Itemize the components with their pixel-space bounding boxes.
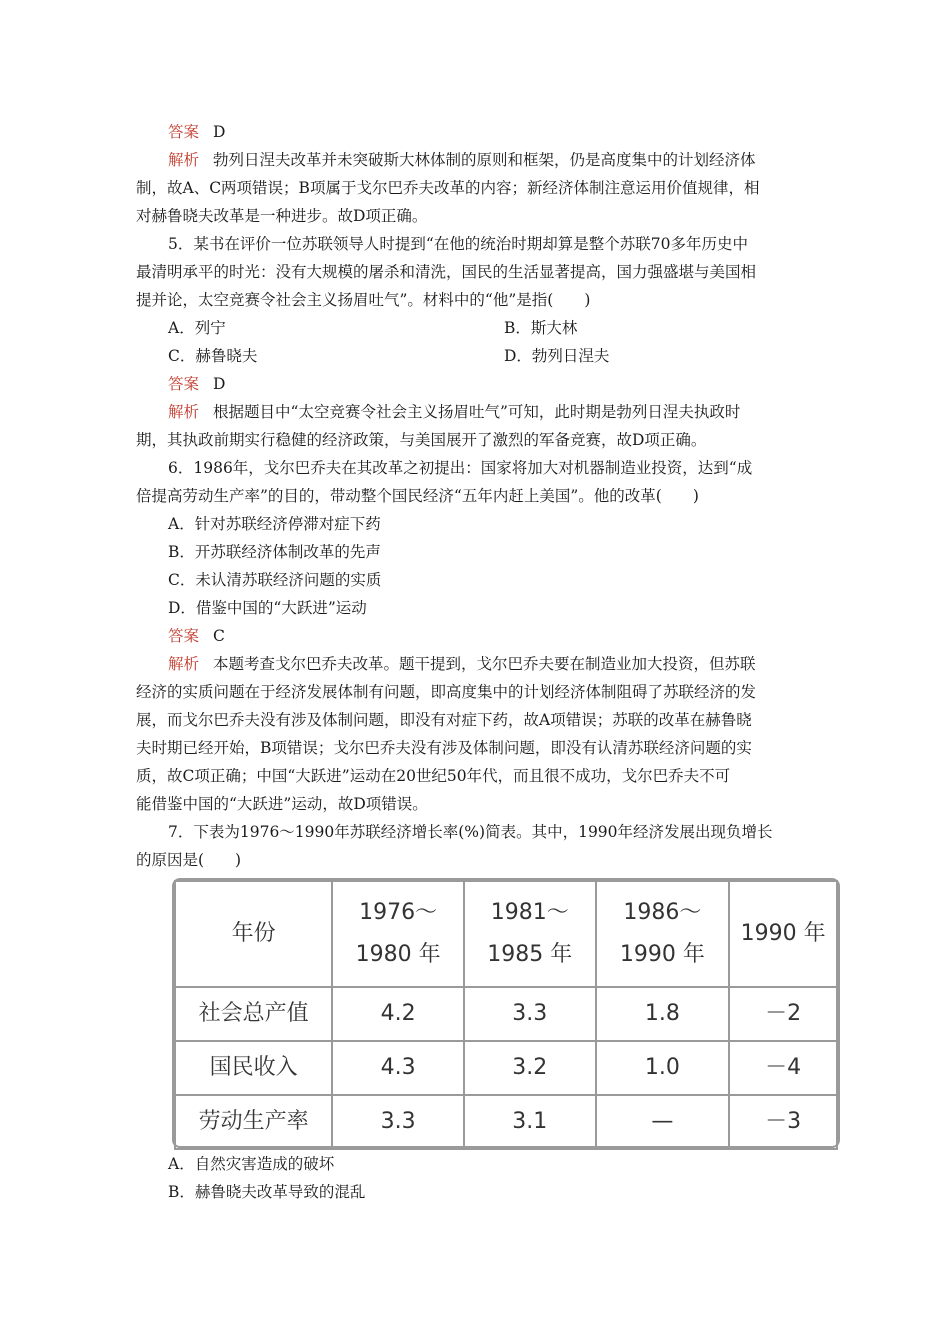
q5-stem: 5．某书在评价一位苏联领导人时提到“在他的统治时期却算是整个苏联70多年历史中 [168,235,749,253]
table-cell: 3.3 [332,1095,464,1149]
analysis-text: 对赫鲁晓夫改革是一种进步。故D项正确。 [136,207,428,225]
answer-value: C [213,627,225,645]
q6-analysis-line [168,650,756,678]
q4-analysis-line [168,146,756,174]
table-header-row [175,881,837,987]
analysis-text: 能借鉴中国的“大跃进”运动，故D项错误。 [136,795,428,813]
answer-label: 答案 [168,123,200,141]
table-cell: －3 [729,1095,837,1149]
table-header-cell: 1986～ 1990 年 [596,881,730,987]
table-cell: 4.3 [332,1041,464,1095]
q6-option-d: D．借鉴中国的“大跃进”运动 [168,599,367,617]
q7-option-b: B．赫鲁晓夫改革导致的混乱 [168,1183,366,1201]
q7-stem: 的原因是( ) [136,851,242,869]
analysis-label: 解析 [168,151,200,169]
table-row [175,1095,837,1149]
q4-answer-line [168,118,225,146]
table-cell: — [596,1095,730,1149]
table-row-label: 劳动生产率 [175,1095,332,1149]
analysis-text: 经济的实质问题在于经济发展体制有问题，即高度集中的计划经济体制阻碍了苏联经济的发 [136,683,757,701]
analysis-text: 夫时期已经开始，B项错误；戈尔巴乔夫没有涉及体制问题，即没有认清苏联经济问题的实 [136,739,752,757]
growth-rate-table [174,880,838,1150]
q5-answer-line [168,370,225,398]
q5-stem: 提并论，太空竞赛令社会主义扬眉吐气”。材料中的“他”是指( ) [136,291,591,309]
q7-stem: 7．下表为1976～1990年苏联经济增长率(%)简表。其中，1990年经济发展出现负增长 [168,823,773,841]
table-cell: 3.2 [464,1041,596,1095]
answer-label: 答案 [168,375,200,393]
answer-value: D [213,375,226,393]
analysis-text: 本题考查戈尔巴乔夫改革。题干提到，戈尔巴乔夫要在制造业加大投资，但苏联 [213,655,756,673]
q5-option-d: D．勃列日涅夫 [504,347,610,365]
table-row [175,987,837,1041]
table-row-label: 国民收入 [175,1041,332,1095]
analysis-text: 根据题目中“太空竞赛令社会主义扬眉吐气”可知，此时期是勃列日涅夫执政时 [213,403,741,421]
q5-option-b: B．斯大林 [504,319,578,337]
table-cell: －2 [729,987,837,1041]
table-row [175,1041,837,1095]
analysis-text: 制，故A、C两项错误；B项属于戈尔巴乔夫改革的内容；新经济体制注意运用价值规律，相 [136,179,760,197]
q5-analysis-line [168,398,740,426]
analysis-label: 解析 [168,403,200,421]
q5-option-c: C．赫鲁晓夫 [168,347,258,365]
q7-option-a: A．自然灾害造成的破坏 [168,1155,335,1173]
analysis-label: 解析 [168,655,200,673]
table-header-cell: 1990 年 [729,881,837,987]
table-row-label: 社会总产值 [175,987,332,1041]
q5-option-a: A．列宁 [168,319,226,337]
answer-label: 答案 [168,627,200,645]
q6-stem: 倍提高劳动生产率”的目的，带动整个国民经济“五年内赶上美国”。他的改革( ) [136,487,699,505]
table-cell: 3.3 [464,987,596,1041]
analysis-text: 期，其执政前期实行稳健的经济政策，与美国展开了激烈的军备竞赛，故D项正确。 [136,431,707,449]
table-cell: 3.1 [464,1095,596,1149]
q6-answer-line [168,622,225,650]
table-header-cell: 年份 [175,881,332,987]
table-cell: 1.8 [596,987,730,1041]
q5-stem: 最清明承平的时光：没有大规模的屠杀和清洗，国民的生活显著提高，国力强盛堪与美国相 [136,263,757,281]
q6-option-a: A．针对苏联经济停滞对症下药 [168,515,381,533]
q6-option-c: C．未认清苏联经济问题的实质 [168,571,382,589]
table-cell: 1.0 [596,1041,730,1095]
answer-value: D [213,123,226,141]
q6-stem: 6．1986年，戈尔巴乔夫在其改革之初提出：国家将加大对机器制造业投资，达到“成 [168,459,753,477]
table-header-cell: 1976～ 1980 年 [332,881,464,987]
analysis-text: 质，故C项正确；中国“大跃进”运动在20世纪50年代，而且很不成功，戈尔巴乔夫不可 [136,767,731,785]
table-cell: 4.2 [332,987,464,1041]
q6-option-b: B．开苏联经济体制改革的先声 [168,543,381,561]
table-cell: －4 [729,1041,837,1095]
analysis-text: 勃列日涅夫改革并未突破斯大林体制的原则和框架，仍是高度集中的计划经济体 [213,151,756,169]
table-header-cell: 1981～ 1985 年 [464,881,596,987]
analysis-text: 展，而戈尔巴乔夫没有涉及体制问题，即没有对症下药，故A项错误；苏联的改革在赫鲁晓 [136,711,752,729]
